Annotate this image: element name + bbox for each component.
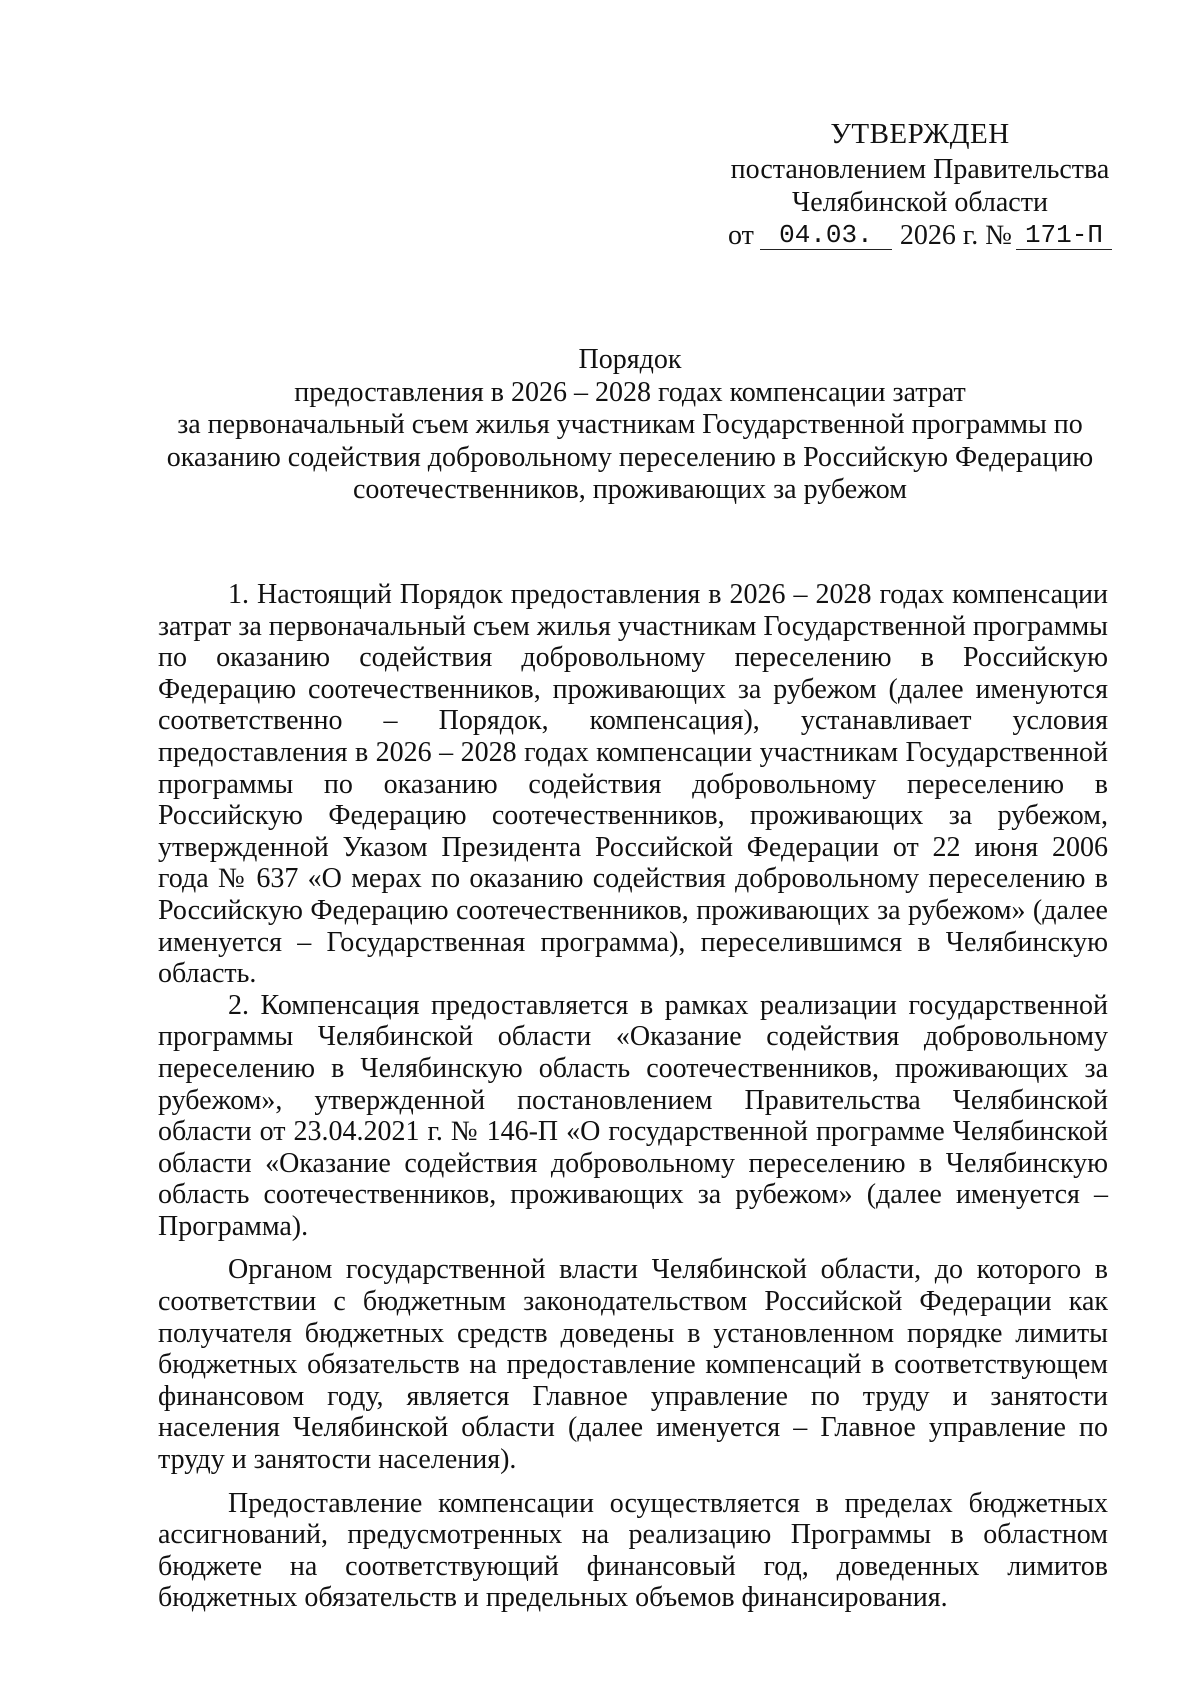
approval-stamp: УТВЕРЖДЕН [830, 118, 1010, 150]
approval-block [690, 118, 1150, 252]
paragraph-1: 1. Настоящий Порядок предоставления в 2026 – 2028 годах компенсации затрат за первоначальный съем жилья участникам Государственной программы по оказанию содействия добровольному переселению в Российскую Федерацию соотечественников, проживающих за рубежом (далее именуются соответственно – Порядок, компенсация), устанавливает условия предоставления в 2026 – 2028 годах компенсации участникам Государственной программы по оказанию содействия добровольному переселению в Российскую Федерацию соотечественников, проживающих за рубежом, утвержденной Указом Президента Российской Федерации от 22 июня 2006 года № 637 «О мерах по оказанию содействия добровольному переселению в Российскую Федерацию соотечественников, проживающих за рубежом» (далее именуется – Государственная программа), переселившимся в Челябинскую область. [158, 579, 1108, 990]
approval-date-line [690, 219, 1150, 252]
decree-date: 04.03. [760, 221, 892, 250]
document-title [150, 344, 1110, 507]
paragraph-4: Предоставление компенсации осуществляется в пределах бюджетных ассигнований, предусмотренных на реализацию Программы в областном бюджете на соответствующий финансовый год, доведенных лимитов бюджетных обязательств и предельных объемов финансирования. [158, 1487, 1108, 1614]
title-line-5: соотечественников, проживающих за рубежом [353, 474, 907, 505]
date-prefix: от [728, 220, 754, 251]
title-line-1: Порядок [578, 344, 682, 375]
paragraph-3: Органом государственной власти Челябинской области, до которого в соответствии с бюджетным законодательством Российской Федерации как получателя бюджетных средств доведены в установленном порядке лимиты бюджетных обязательств на предоставление компенсаций в соответствующем финансовом году, является Главное управление по труду и занятости населения Челябинской области (далее именуется – Главное управление по труду и занятости населения). [158, 1254, 1108, 1476]
title-line-4: оказанию содействия добровольному переселению в Российскую Федерацию [166, 441, 1094, 473]
paragraph-2: 2. Компенсация предоставляется в рамках реализации государственной программы Челябинской области «Оказание содействия добровольному переселению в Челябинскую область соотечественников, проживающих за рубежом», утвержденной постановлением Правительства Челябинской области от 23.04.2021 г. № 146-П «О государственной программе Челябинской области «Оказание содействия добровольному переселению в Челябинскую область соотечественников, проживающих за рубежом» (далее именуется – Программа). [158, 989, 1108, 1242]
approval-line-1: постановлением Правительства [730, 154, 1110, 185]
document-body [158, 579, 1108, 1614]
year-label: 2026 г. № [899, 220, 1012, 251]
title-line-3: за первоначальный съем жилья участникам Государственной программы по [177, 409, 1083, 440]
approval-line-2: Челябинской области [792, 187, 1048, 218]
title-line-2: предоставления в 2026 – 2028 годах компенсации затрат [294, 376, 966, 408]
decree-number: 171-П [1016, 221, 1112, 250]
